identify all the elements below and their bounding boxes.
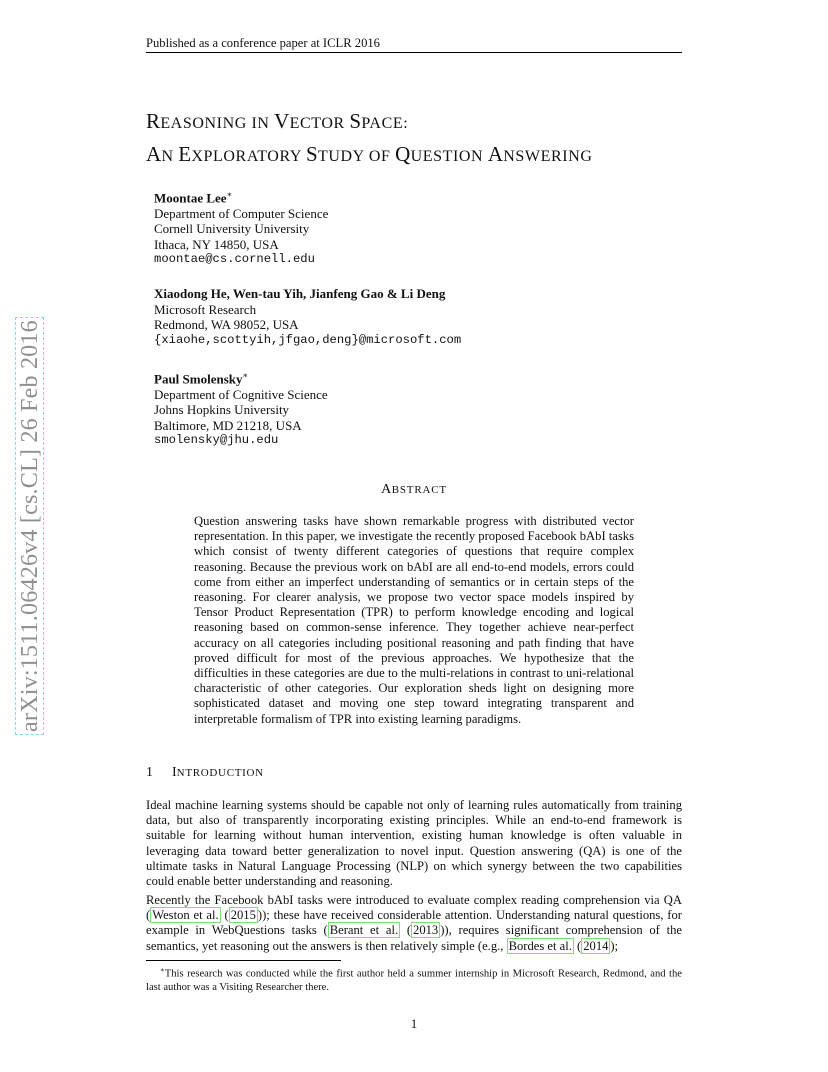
section-heading-introduction: 1 INTRODUCTION <box>146 765 264 780</box>
affiliation-line: Baltimore, MD 21218, USA <box>154 417 302 433</box>
citation-link-weston-year[interactable]: 2015 <box>230 908 256 923</box>
author-block-smolensky: Paul Smolensky∗ Department of Cognitive Science Johns Hopkins University Baltimore, MD 21218, USA smolensky@jhu.edu <box>154 370 328 448</box>
affiliation-line: Department of Cognitive Science <box>154 386 328 402</box>
page-number: 1 <box>410 1016 418 1031</box>
author-name: Moontae Lee <box>154 190 227 206</box>
affiliation-line: Microsoft Research <box>154 301 257 317</box>
citation-link-bordes-year[interactable]: 2014 <box>583 938 609 953</box>
intro-paragraph-2: Recently the Facebook bAbI tasks were introduced to evaluate complex reading comprehension via QA ( Weston et al. ( 2015 )); these have received considerable attention. Understanding natural questions, for example in WebQuestions tasks ( Berant et al. ( 2013 )), requires significant comprehension of the semantics, yet reasoning out the answers is then relatively simple (e.g., Bordes et al. ( 2014 ); <box>146 893 682 953</box>
author-block-lee: Moontae Lee∗ Department of Computer Science Cornell University University Ithaca, NY 14850, USA moontae@cs.cornell.edu <box>154 189 329 267</box>
paper-title <box>146 106 593 172</box>
title-line-1: REASONING IN VECTOR SPACE: <box>146 109 409 133</box>
arxiv-stamp[interactable]: arXiv:1511.06426v4 [cs.CL] 26 Feb 2016 <box>16 317 44 735</box>
citation-link-bordes[interactable]: Bordes et al. <box>508 938 572 953</box>
footnote: ∗This research was conducted while the first author held a summer internship in Microsoft Research, Redmond, and the last author was a Visiting Researcher there. <box>146 966 682 994</box>
citation-link-berant-year[interactable]: 2013 <box>413 923 439 938</box>
footnote-rule <box>146 960 341 961</box>
author-name: Xiaodong He, Wen-tau Yih, Jianfeng Gao & Li Deng <box>154 286 446 301</box>
affiliation-line: Cornell University University <box>154 221 310 237</box>
affiliation-line: Department of Computer Science <box>154 205 329 221</box>
author-email[interactable]: moontae@cs.cornell.edu <box>154 252 315 267</box>
author-email[interactable]: {xiaohe,scottyih,jfgao,deng}@microsoft.com <box>154 332 462 347</box>
citation-link-berant[interactable]: Berant et al. <box>329 923 399 938</box>
header-rule <box>146 52 682 53</box>
author-name: Paul Smolensky <box>154 371 243 387</box>
affiliation-line: Johns Hopkins University <box>154 402 290 418</box>
running-header: Published as a conference paper at ICLR 2016 <box>146 36 380 50</box>
abstract-text: Question answering tasks have shown remarkable progress with distributed vector representation. In this paper, we investigate the recently proposed Facebook bAbI tasks which consist of twenty different categories of questions that require complex reasoning. Because the previous work on bAbI are all end-to-end models, errors could come from either an imperfect understanding of semantics or in certain steps of the reasoning. For clearer analysis, we propose two vector space models inspired by Tensor Product Representation (TPR) to perform knowledge encoding and logical reasoning based on common-sense inference. They together achieve near-perfect accuracy on all categories including positional reasoning and path finding that have proved difficult for most of the previous approaches. We hypothesize that the difficulties in these categories are due to the multi-relations in contrast to uni-relational characteristic of other categories. Our exploration sheds light on designing more sophisticated dataset and moving one step toward integrating transparent and interpretable formalism of TPR into existing learning paradigms. <box>194 514 634 726</box>
abstract-heading: ABSTRACT <box>381 482 447 497</box>
citation-link-weston[interactable]: Weston et al. <box>152 908 219 923</box>
title-line-2: AN EXPLORATORY STUDY OF QUESTION ANSWERING <box>146 142 593 166</box>
affiliation-line: Ithaca, NY 14850, USA <box>154 236 279 252</box>
author-email[interactable]: smolensky@jhu.edu <box>154 433 279 448</box>
affiliation-line: Redmond, WA 98052, USA <box>154 317 299 332</box>
intro-paragraph-1: Ideal machine learning systems should be capable not only of learning rules automatically from training data, but also of transparently incorporating existing principles. While an end-to-end framework is suitable for learning without human intervention, existing human knowledge is often valuable in leveraging data toward better generalization to novel input. Question answering (QA) is one of the ultimate tasks in Natural Language Processing (NLP) on which synergy between the two capabilities could enable better understanding and reasoning. <box>146 798 682 889</box>
author-block-microsoft <box>154 286 461 348</box>
